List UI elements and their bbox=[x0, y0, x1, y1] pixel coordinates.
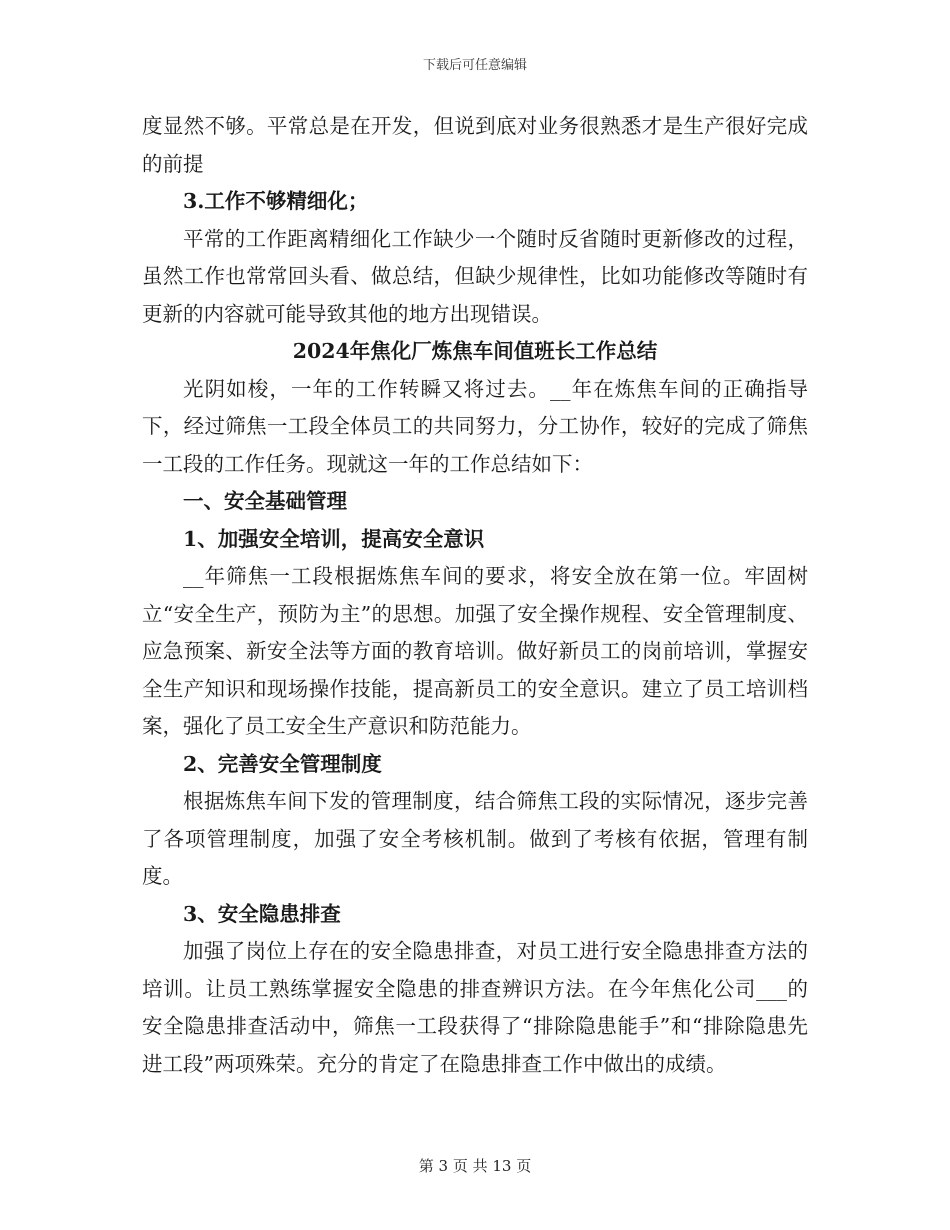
paragraph-rules: 根据炼焦车间下发的管理制度，结合筛焦工段的实际情况，逐步完善了各项管理制度，加强了安全考核机制。做到了考核有依据，管理有制度。 bbox=[142, 789, 808, 888]
subsection-heading-rules: 2、完善安全管理制度 bbox=[183, 751, 382, 776]
paragraph-continued: 度显然不够。平常总是在开发，但说到底对业务很熟悉才是生产很好完成的前提 bbox=[142, 114, 808, 176]
paragraph-training: __年筛焦一工段根据炼焦车间的要求，将安全放在第一位。牢固树立“安全生产，预防为主”的思想。加强了安全操作规程、安全管理制度、应急预案、新安全法等方面的教育培训。做好新员工的岗前培训，掌握安全生产知识和现场操作技能，提高新员工的安全意识。建立了员工培训档案，强化了员工安全生产意识和防范能力。 bbox=[142, 564, 808, 738]
subsection-heading-training: 1、加强安全培训，提高安全意识 bbox=[183, 526, 485, 551]
paragraph-hazard-check: 加强了岗位上存在的安全隐患排查，对员工进行安全隐患排查方法的培训。让员工熟练掌握安全隐患的排查辨识方法。在今年焦化公司___的安全隐患排查活动中，筛焦一工段获得了“排除隐患能手”和“排除隐患先进工段”两项殊荣。充分的肯定了在隐患排查工作中做出的成绩。 bbox=[142, 939, 808, 1076]
section-heading-safety-management: 一、安全基础管理 bbox=[183, 489, 347, 513]
paragraph-intro: 光阴如梭，一年的工作转瞬又将过去。__年在炼焦车间的正确指导下，经过筛焦一工段全体员工的共同努力，分工协作，较好的完成了筛焦一工段的工作任务。现就这一年的工作总结如下： bbox=[142, 376, 808, 476]
section-heading-3-refinement: 3.工作不够精细化； bbox=[183, 189, 369, 213]
subsection-heading-hazard-check: 3、安全隐患排查 bbox=[183, 901, 341, 926]
document-body bbox=[142, 108, 808, 1083]
paragraph-refinement: 平常的工作距离精细化工作缺少一个随时反省随时更新修改的过程，虽然工作也常常回头看、做总结，但缺少规律性，比如功能修改等随时有更新的内容就可能导致其他的地方出现错误。 bbox=[142, 226, 808, 326]
document-title: 2024年焦化厂炼焦车间值班长工作总结 bbox=[292, 339, 658, 363]
page-header: 下载后可任意编辑 bbox=[422, 58, 527, 73]
page-footer: 第 3 页 共 13 页 bbox=[418, 1157, 532, 1175]
